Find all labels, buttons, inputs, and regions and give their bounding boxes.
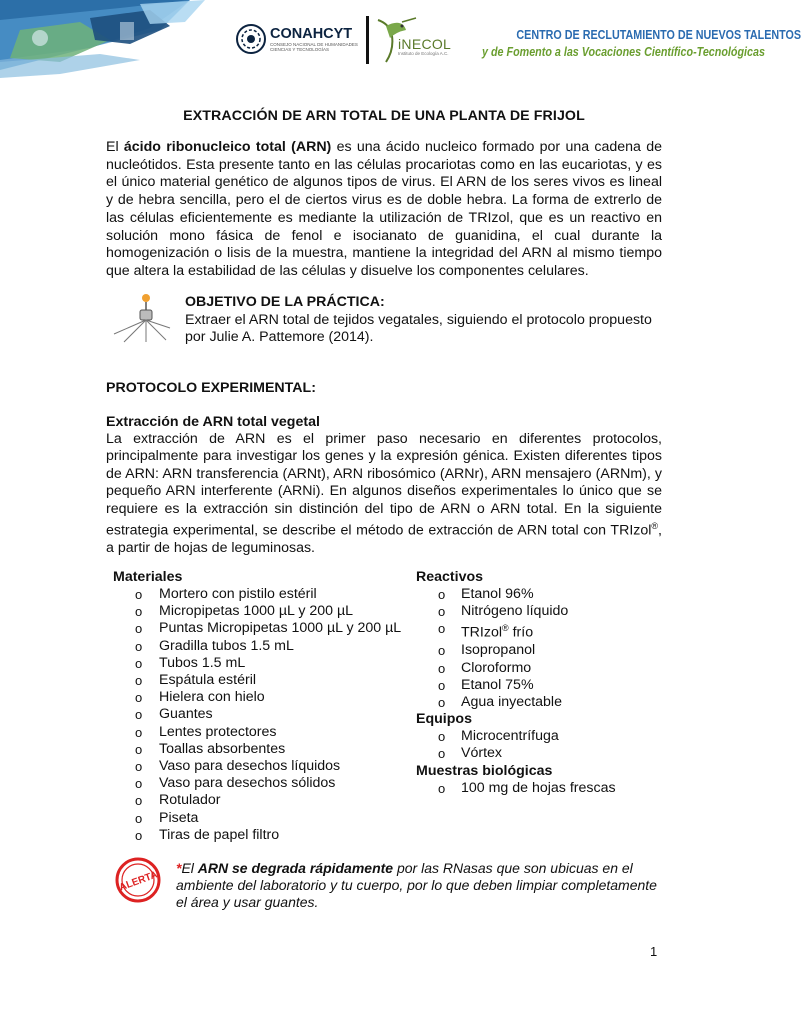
intro-body: es una ácido nucleico formado por una cadena de nucleótidos. Esta presente tanto en las células procariotas como en las eucariotas, y es el único material genético de algunos tipos de virus. El ARN de los seres vivos es lineal y de hebra sencilla, pero el de ciertos virus es de doble hebra. La forma de extrerlo de las células eficientemente es mediante la utilización de TRIzol, que es un reactivo en solución mono fásica de fenol e isocianato de guanidina, el cual durante la homogenización o lisis de la muestra, mantiene la integridad del ARN al mismo tiempo que altera la estabilidad de las células y disuelve los componentes celulares. (106, 139, 662, 279)
alert-stamp-icon (114, 856, 162, 904)
materials-section (113, 569, 401, 844)
alert-lead: El (181, 860, 198, 876)
list-item: o Guantes (113, 706, 401, 723)
conahcyt-logo (236, 24, 366, 54)
list-item: o Hielera con hielo (113, 689, 401, 706)
list-item: o Microcentrífuga (416, 728, 616, 745)
trademark-symbol: ® (651, 521, 659, 532)
equipment-title: Equipos (416, 711, 472, 728)
list-item: o Puntas Micropipetas 1000 µL y 200 µL (113, 620, 401, 637)
list-item: o Cloroformo (416, 660, 616, 677)
reagents-equipment-section (416, 569, 616, 797)
list-item: o Agua inyectable (416, 694, 616, 711)
list-item: o Vaso para desechos sólidos (113, 775, 401, 792)
inecol-name: iNECOL (398, 36, 452, 52)
reagents-list (416, 586, 616, 711)
centro-title-line1: CENTRO DE RECLUTAMIENTO DE NUEVOS TALENTOS (516, 28, 801, 42)
list-item: o Etanol 96% (416, 586, 616, 603)
protocol-text-end: , a partir de hojas de leguminosas. (106, 522, 662, 557)
list-item: o Nitrógeno líquido (416, 603, 616, 620)
list-item: o Lentes protectores (113, 724, 401, 741)
list-item: o Micropipetas 1000 µL y 200 µL (113, 603, 401, 620)
conahcyt-name: CONAHCYT (270, 25, 353, 42)
list-item: o 100 mg de hojas frescas (416, 780, 616, 797)
conahcyt-emblem-icon (236, 24, 266, 54)
list-item: o Vaso para desechos líquidos (113, 758, 401, 775)
page-number: 1 (650, 944, 658, 959)
objective-title: OBJETIVO DE LA PRÁCTICA: (185, 294, 385, 310)
conahcyt-subtitle: CONSEJO NACIONAL DE HUMANIDADES CIENCIAS Y TECNOLOGÍAS (270, 41, 358, 52)
protocol-title: PROTOCOLO EXPERIMENTAL: (106, 380, 316, 396)
protocol-subtitle: Extracción de ARN total vegetal (106, 414, 320, 430)
document-title: EXTRACCIÓN DE ARN TOTAL DE UNA PLANTA DE FRIJOL (183, 108, 585, 124)
reagents-title: Reactivos (416, 569, 484, 585)
list-item: o Vórtex (416, 745, 616, 762)
banner-illustration (0, 0, 215, 78)
intro-lead: El (106, 139, 124, 155)
list-item: o Mortero con pistilo estéril (113, 586, 401, 603)
trademark-symbol: ® (502, 623, 509, 634)
centro-title-line2: y de Fomento a las Vocaciones Científico-Tecnológicas (482, 45, 765, 59)
list-item: o Rotulador (113, 792, 401, 809)
intro-bold-term: ácido ribonucleico total (ARN) (123, 139, 332, 155)
materials-title: Materiales (113, 569, 183, 585)
page-header (0, 0, 801, 80)
objective-text: Extraer el ARN total de tejidos vegatales, siguiendo el protocolo propuesto por Julie A. Pattemore (2014). (185, 312, 652, 345)
trizol-label: TRIzol (461, 625, 502, 642)
list-item: o Espátula estéril (113, 672, 401, 689)
list-item (416, 620, 616, 642)
list-item: o Tubos 1.5 mL (113, 655, 401, 672)
materials-list (113, 586, 401, 844)
samples-list (416, 780, 616, 797)
flask-drawing-icon (110, 292, 172, 344)
equipment-list (416, 728, 616, 762)
header-divider (366, 16, 369, 64)
list-item: o Gradilla tubos 1.5 mL (113, 638, 401, 655)
list-item: o Isopropanol (416, 642, 616, 659)
alert-bold: ARN se degrada rápidamente (197, 860, 394, 876)
list-item: o Etanol 75% (416, 677, 616, 694)
alert-text (176, 860, 660, 912)
list-item: o Piseta (113, 810, 401, 827)
alert-stamp-label: ALERTA (117, 869, 160, 894)
protocol-paragraph (106, 431, 662, 558)
protocol-text: La extracción de ARN es el primer paso necesario en diferentes protocolos, principalmente para investigar los genes y la expresión génica. Existen diferentes tipos de ARN: ARN transferencia (ARNt), ARN ribosómico (ARNr), ARN mensajero (ARNm), y pequeño ARN interferente (ARNi). En algunos diseños experimentales lo único que se requiere es la extracción sin distinción del tipo de ARN o ARN total. En la siguiente estrategia experimental, se describe el método de extracción de ARN total con TRIzol (106, 431, 662, 539)
samples-title: Muestras biológicas (416, 762, 553, 779)
alert-star: * (176, 860, 182, 876)
inecol-subtitle: Instituto de Ecología A.C. (398, 51, 449, 56)
intro-paragraph (106, 139, 662, 281)
list-item: o Tiras de papel filtro (113, 827, 401, 844)
list-item: o Toallas absorbentes (113, 741, 401, 758)
trizol-suffix: frío (508, 625, 534, 642)
alert-body: por las RNasas que son ubicuas en el ambiente del laboratorio y tu cuerpo, por lo que deben limpiar completamente el área y usar guantes. (176, 860, 657, 911)
